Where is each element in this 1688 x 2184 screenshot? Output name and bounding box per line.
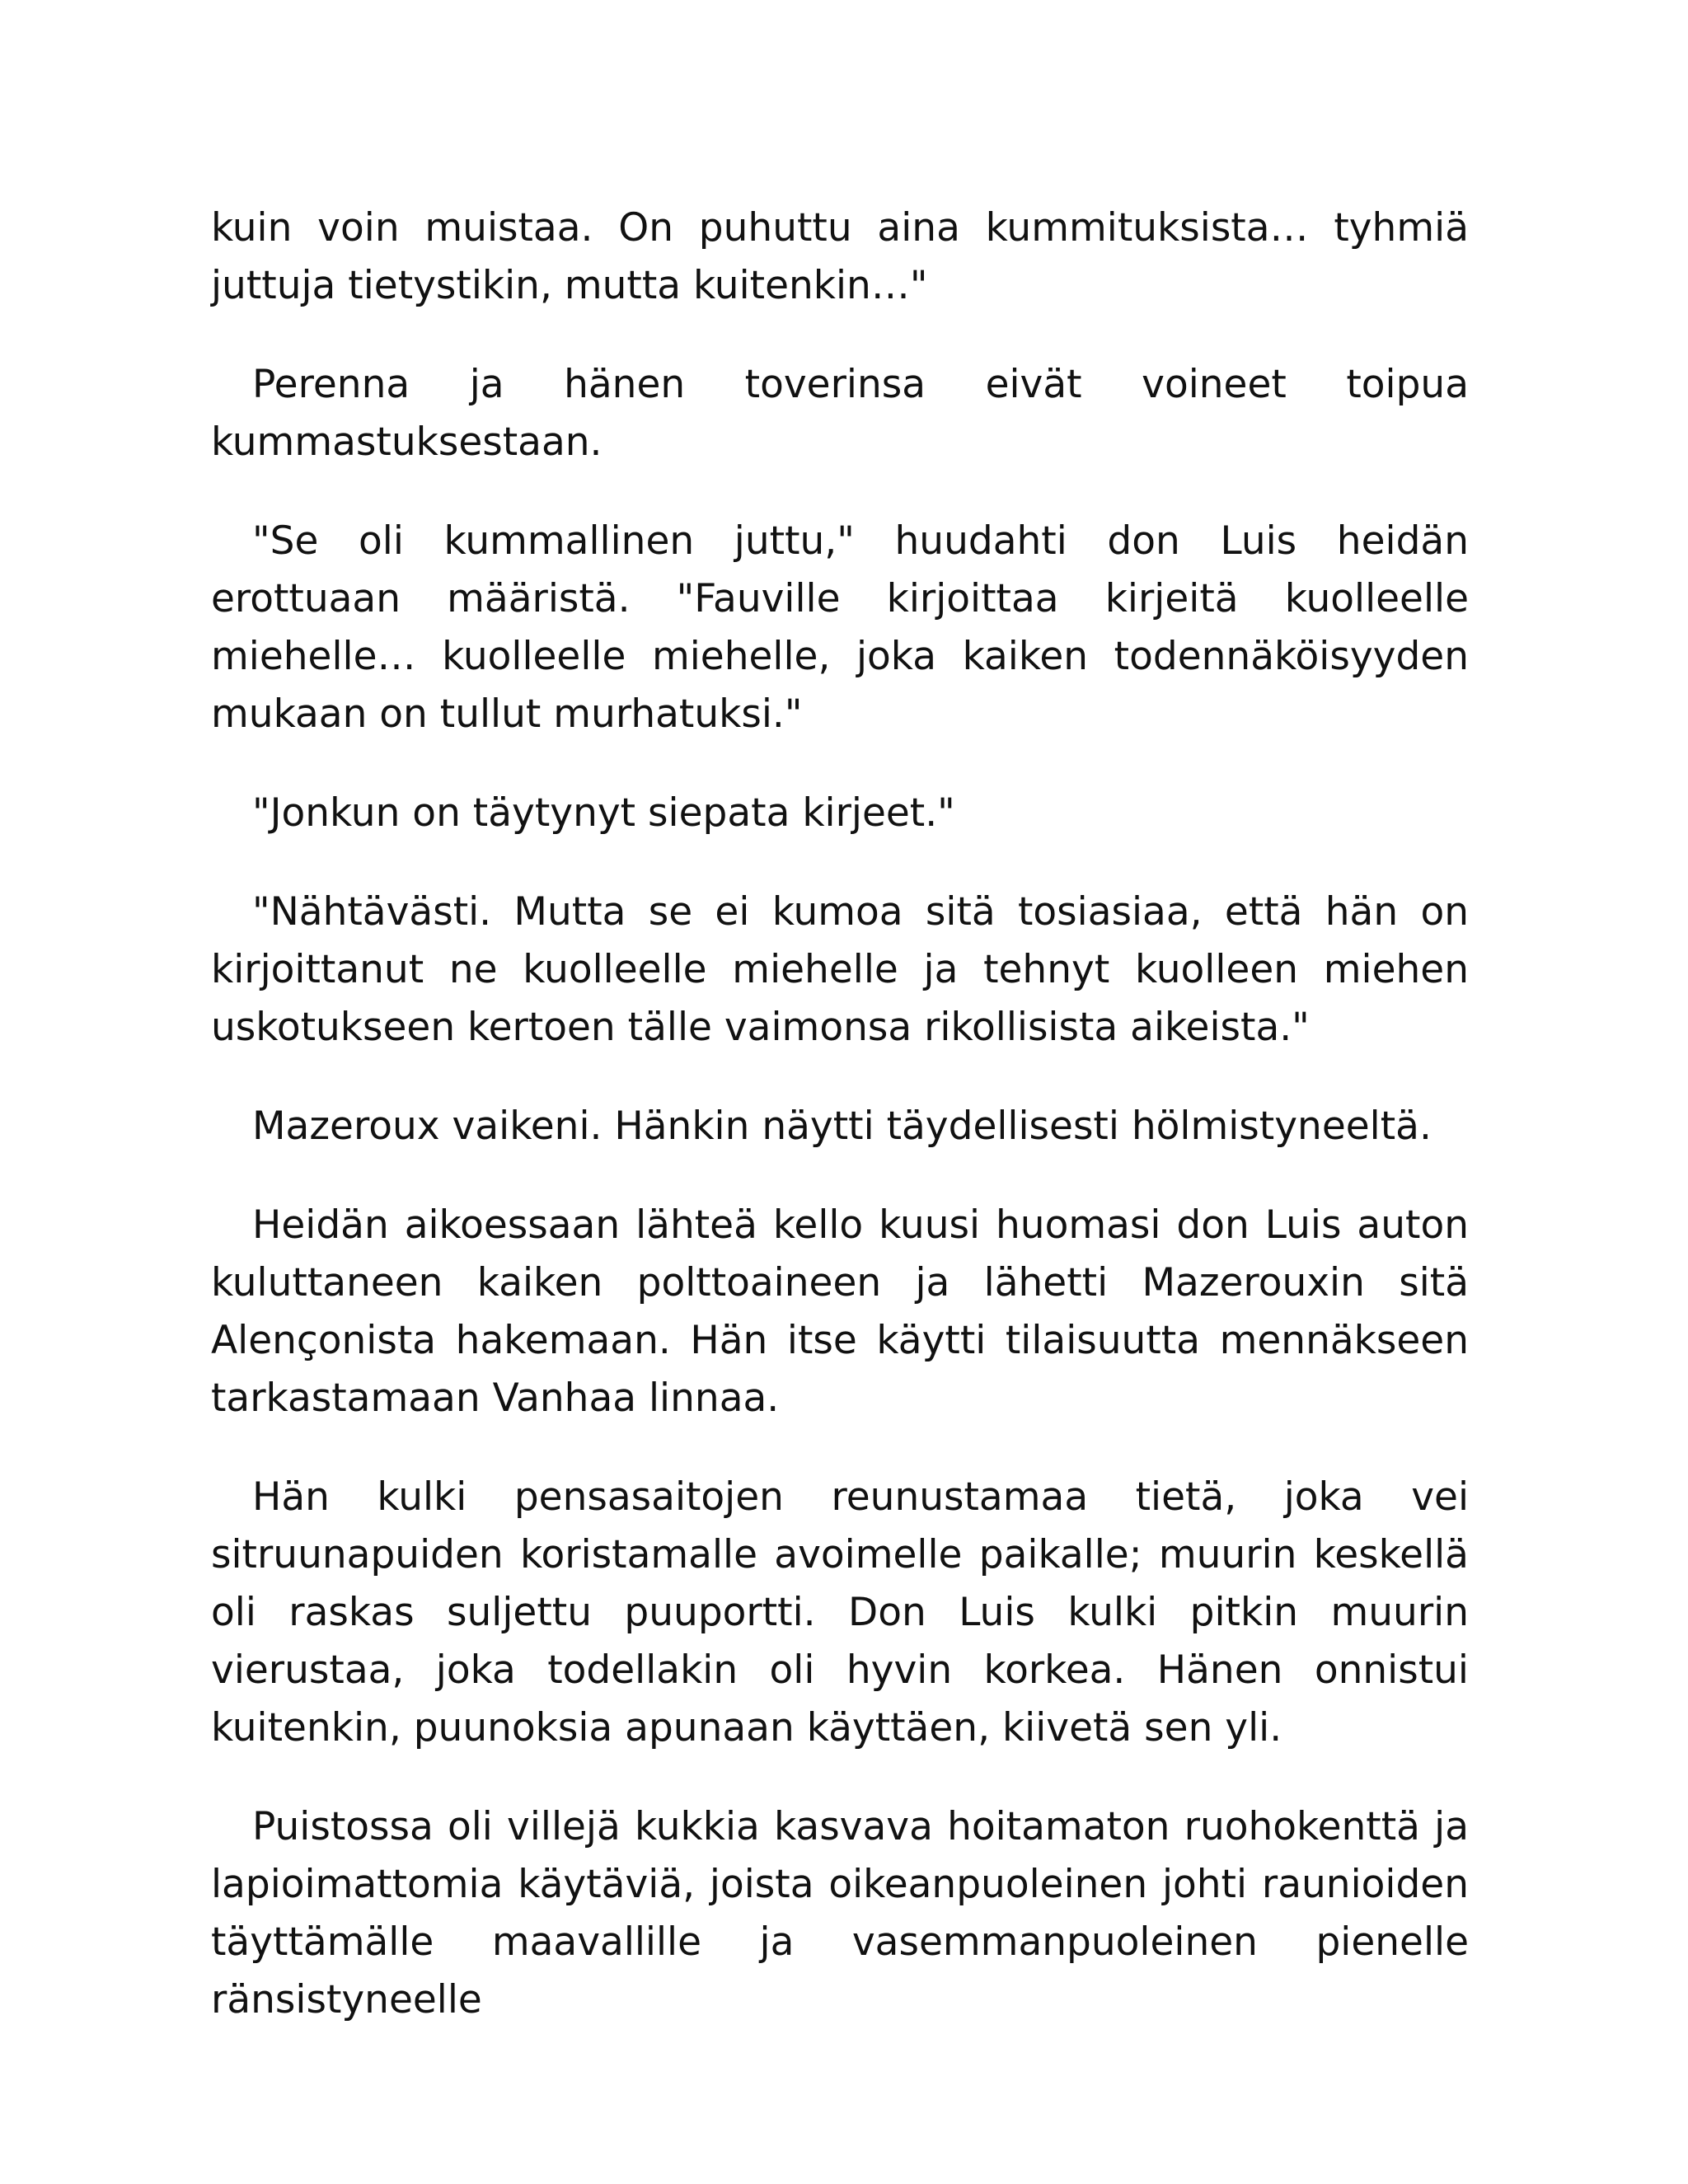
paragraph-2: Perenna ja hänen toverinsa eivät voineet toipua kummastuksestaan.	[211, 362, 1469, 465]
paragraph-7: Heidän aikoessaan lähteä kello kuusi huomasi don Luis auton kuluttaneen kaiken polttoaineen ja lähetti Mazerouxin sitä Alençonista hakemaan. Hän itse käytti tilaisuutta mennäkseen tarkastamaan Vanhaa linnaa.	[211, 1202, 1469, 1421]
paragraph-5: "Nähtävästi. Mutta se ei kumoa sitä tosiasiaa, että hän on kirjoittanut ne kuolleelle miehelle ja tehnyt kuolleen miehen uskotukseen kertoen tälle vaimonsa rikollisista aikeista."	[211, 889, 1469, 1050]
paragraph-6: Mazeroux vaikeni. Hänkin näytti täydellisesti hölmistyneeltä.	[252, 1104, 1432, 1149]
paragraph-4: "Jonkun on täytynyt siepata kirjeet."	[252, 790, 955, 836]
document-body	[211, 199, 1469, 2029]
paragraph-1: kuin voin muistaa. On puhuttu aina kummituksista… tyhmiä juttuja tietystikin, mutta kuitenkin…"	[211, 205, 1469, 308]
paragraph-3: "Se oli kummallinen juttu," huudahti don Luis heidän erottuaan määristä. "Fauville kirjoittaa kirjeitä kuolleelle miehelle… kuolleelle miehelle, joka kaiken todennäköisyyden mukaan on tullut murhatuksi."	[211, 518, 1469, 737]
paragraph-8: Hän kulki pensasaitojen reunustamaa tietä, joka vei sitruunapuiden koristamalle avoimelle paikalle; muurin keskellä oli raskas suljettu puuportti. Don Luis kulki pitkin muurin vierustaa, joka todellakin oli hyvin korkea. Hänen onnistui kuitenkin, puunoksia apunaan käyttäen, kiivetä sen yli.	[211, 1474, 1469, 1750]
paragraph-9: Puistossa oli villejä kukkia kasvava hoitamaton ruohokenttä ja lapioimattomia käytäviä, joista oikeanpuoleinen johti raunioiden täyttämälle maavallille ja vasemmanpuoleinen pienelle ränsistyneelle	[211, 1804, 1469, 2022]
